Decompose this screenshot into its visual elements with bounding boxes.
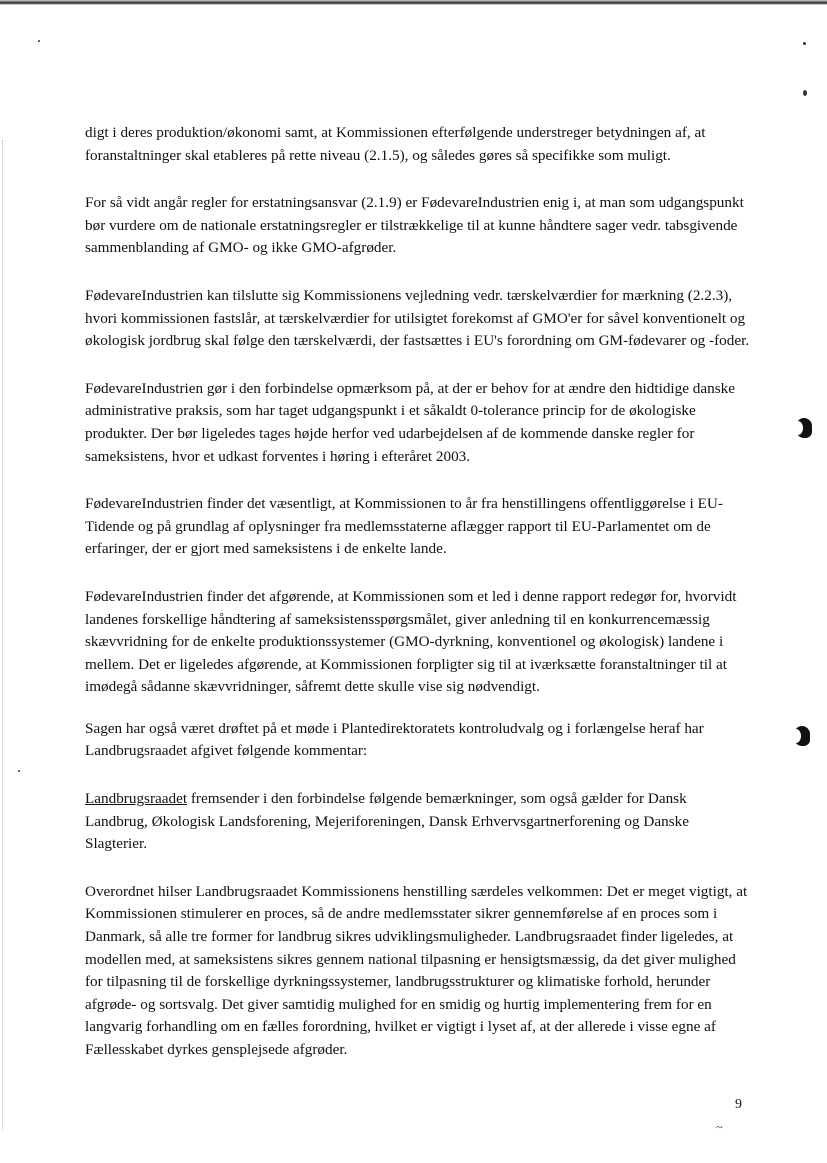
paragraph: FødevareIndustrien finder det afgørende, at Kommissionen som et led i denne rapport redegør for, hvorvidt landenes forskellige håndtering af sameksistensspørgsmålet, giver anledning til en konkurrencemæssig skævvridning for de enkelte produktionssystemer (GMO-dyrkning, konventionel og økologisk) landene i mellem. Det er ligeledes afgørende, at Kommissionen forpligter sig til at iværksætte foranstaltninger til at imødegå sådanne skævvridninger, såfremt dette skulle vise sig nødvendigt.	[85, 587, 737, 696]
scan-top-edge	[0, 0, 827, 5]
paragraph-text: fremsender i den forbindelse følgende bemærkninger, som også gælder for Dansk Landbrug, Økologisk Landsforening, Mejeriforeningen, Dansk Erhvervsgartnerforening og Danske Slagterier.	[85, 790, 689, 853]
punch-hole-mark	[796, 418, 812, 438]
page-number: 9	[735, 1097, 742, 1112]
punch-hole-mark	[794, 726, 810, 746]
scan-speck	[18, 770, 20, 772]
paragraph: FødevareIndustrien gør i den forbindelse opmærksom på, at der er behov for at ændre den hidtidige danske administrative praksis, som har taget udgangspunkt i et såkaldt 0-tolerance princip for de økologiske produkter. Der bør ligeledes tages højde herfor ved udarbejdelsen af de kommende danske regler for sameksistens, hvor et udkast forventes i høring i efteråret 2003.	[85, 379, 735, 465]
paragraph-landbrugsraadet	[85, 788, 750, 856]
paragraph: FødevareIndustrien kan tilslutte sig Kommissionens vejledning vedr. tærskelværdier for mærkning (2.2.3), hvori kommissionen fastslår, at tærskelværdier for utilsigtet forekomst af GMO'er for såvel konventionelt og økologisk jordbrug skal følge den tærskelværdi, der fastsættes i EU's forordning om GM-fødevarer og -foder.	[85, 286, 750, 350]
scan-left-edge	[2, 140, 4, 1130]
scan-speck	[38, 40, 40, 42]
scan-speck	[803, 90, 807, 96]
paragraph: Sagen har også været drøftet på et møde i Plantedirektoratets kontroludvalg og i forlængelse heraf har Landbrugsraadet afgivet følgende kommentar:	[85, 719, 704, 760]
underlined-organization-name: Landbrugsraadet	[85, 790, 188, 808]
paragraph: For så vidt angår regler for erstatningsansvar (2.1.9) er FødevareIndustrien enig i, at man som udgangspunkt bør vurdere om de nationale erstatningsregler er tilstrækkelige til at kunne håndtere sager vedr. tabsgivende sammenblanding af GMO- og ikke GMO-afgrøder.	[85, 194, 744, 257]
paragraph: FødevareIndustrien finder det væsentligt, at Kommissionen to år fra henstillingens offentliggørelse i EU- Tidende og på grundlag af oplysninger fra medlemsstaterne aflægger rapport til EU-Parlamentet om de erfaringer, der er gjort med sameksistens i de enkelte lande.	[85, 495, 723, 558]
paragraph: Overordnet hilser Landbrugsraadet Kommissionens henstilling særdeles velkommen: Det er meget vigtigt, at Kommissionen stimulerer en proces, så de andre medlemsstater sikrer gennemførelse af en proces som i Danmark, så alle tre former for landbrug sikres udviklingsmuligheder. Landbrugsraadet finder ligeledes, at modellen med, at sameksistens sikres gennem national tilpasning er hensigtsmæssig, da det giver mulighed for tilpasning til de forskellige dyrkningssystemer, landbrugsstrukturer og klimatiske forhold, herunder afgrøde- og sortsvalg. Det giver samtidig mulighed for en smidig og hurtig implementering frem for en langvarig forhandling om en fælles forordning, hvilket er vigtigt i lyset af, at der allerede i visse egne af Fællesskabet dyrkes gensplejsede afgrøder.	[85, 882, 748, 1058]
scan-speck	[803, 42, 806, 45]
document-body	[85, 122, 750, 1062]
paragraph: digt i deres produktion/økonomi samt, at Kommissionen efterfølgende understreger betydningen af, at foranstaltninger skal etableres på rette niveau (2.1.5), og således gøres så specifikke som muligt.	[85, 124, 706, 164]
scan-mark: ~	[716, 1120, 723, 1134]
